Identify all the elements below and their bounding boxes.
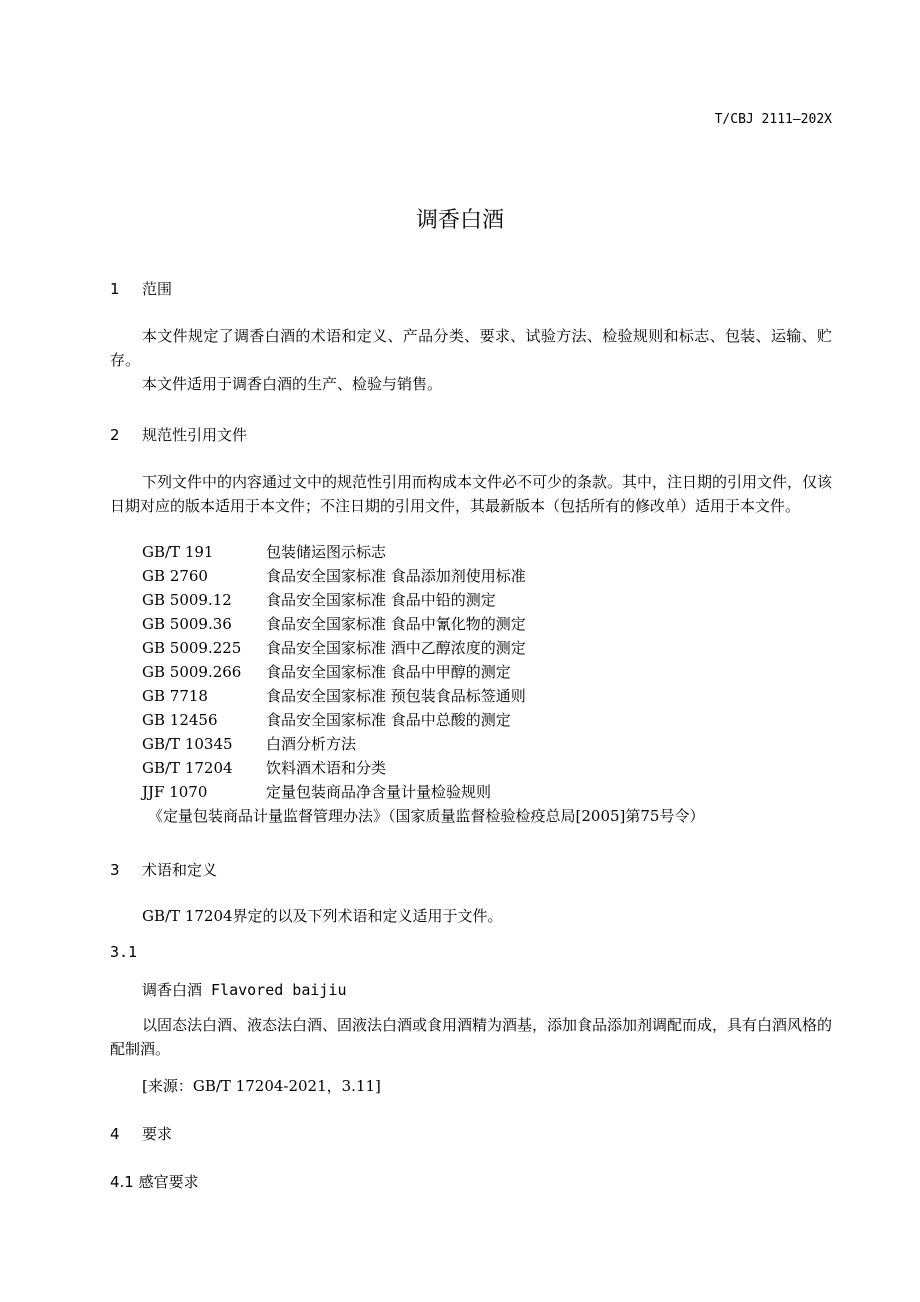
reference-code: GB/T 17204 bbox=[142, 759, 233, 777]
term-entry: 调香白酒 Flavored baijiu bbox=[142, 981, 347, 999]
reference-title: 食品安全国家标准 食品添加剂使用标准 bbox=[266, 567, 526, 585]
reference-title: 食品安全国家标准 食品中甲醇的测定 bbox=[266, 663, 511, 681]
section-number: 4 bbox=[110, 1125, 120, 1143]
reference-title: 白酒分析方法 bbox=[266, 735, 357, 753]
reference-item bbox=[142, 636, 704, 660]
reference-title: 饮料酒术语和分类 bbox=[266, 759, 387, 777]
reference-code: GB 7718 bbox=[142, 687, 208, 705]
reference-code: GB 2760 bbox=[142, 567, 208, 585]
reference-item bbox=[142, 708, 704, 732]
reference-title: 食品安全国家标准 食品中铅的测定 bbox=[266, 591, 496, 609]
subsection-number: 3.1 bbox=[110, 943, 138, 961]
section-1-paragraph-1: 本文件规定了调香白酒的术语和定义、产品分类、要求、试验方法、检验规则和标志、包装、运输、贮存。 bbox=[110, 327, 832, 369]
reference-title: 定量包装商品净含量计量检验规则 bbox=[266, 783, 492, 801]
reference-item bbox=[142, 684, 704, 708]
section-4-heading bbox=[110, 1123, 172, 1144]
section-number: 2 bbox=[110, 426, 120, 444]
document-code: T/CBJ 2111—202X bbox=[714, 112, 832, 127]
page-title: 调香白酒 bbox=[415, 208, 504, 233]
section-title: 术语和定义 bbox=[142, 861, 218, 879]
reference-title: 食品安全国家标准 酒中乙醇浓度的测定 bbox=[266, 639, 526, 657]
section-3-intro: GB/T 17204界定的以及下列术语和定义适用于文件。 bbox=[142, 907, 503, 925]
reference-title: 包装储运图示标志 bbox=[266, 543, 387, 561]
section-number: 1 bbox=[110, 280, 120, 298]
reference-item bbox=[142, 564, 704, 588]
section-1-paragraph-2: 本文件适用于调香白酒的生产、检验与销售。 bbox=[142, 375, 443, 393]
reference-item bbox=[142, 588, 704, 612]
section-1-heading bbox=[110, 278, 172, 299]
reference-code: GB 5009.266 bbox=[142, 663, 242, 681]
reference-title: 食品安全国家标准 食品中总酸的测定 bbox=[266, 711, 511, 729]
reference-item bbox=[142, 612, 704, 636]
section-3-heading bbox=[110, 859, 217, 880]
reference-code: GB/T 10345 bbox=[142, 735, 233, 753]
regulation-reference: 《定量包装商品计量监督管理办法》（国家质量监督检验检疫总局[2005]第75号令） bbox=[148, 807, 705, 825]
reference-list bbox=[142, 540, 704, 828]
section-title: 规范性引用文件 bbox=[142, 426, 248, 444]
reference-title: 食品安全国家标准 食品中氰化物的测定 bbox=[266, 615, 526, 633]
reference-item bbox=[142, 660, 704, 684]
reference-code: GB 5009.36 bbox=[142, 615, 232, 633]
section-title: 范围 bbox=[142, 280, 173, 298]
reference-item bbox=[142, 780, 704, 804]
reference-code: GB 5009.12 bbox=[142, 591, 232, 609]
reference-code: JJF 1070 bbox=[142, 783, 208, 801]
section-2-intro: 下列文件中的内容通过文中的规范性引用而构成本文件必不可少的条款。其中，注日期的引用文件，仅该日期对应的版本适用于本文件；不注日期的引用文件，其最新版本（包括所有的修改单）适用于本文件。 bbox=[110, 473, 833, 515]
reference-code: GB 5009.225 bbox=[142, 639, 242, 657]
reference-item bbox=[142, 540, 704, 564]
section-2-heading bbox=[110, 424, 247, 445]
reference-title: 食品安全国家标准 预包装食品标签通则 bbox=[266, 687, 526, 705]
subsection-4-1-heading: 4.1 感官要求 bbox=[110, 1173, 199, 1191]
reference-code: GB 12456 bbox=[142, 711, 218, 729]
section-title: 要求 bbox=[142, 1125, 173, 1143]
reference-item bbox=[142, 756, 704, 780]
reference-code: GB/T 191 bbox=[142, 543, 214, 561]
term-definition: 以固态法白酒、液态法白酒、固液法白酒或食用酒精为酒基，添加食品添加剂调配而成，具有白酒风格的配制酒。 bbox=[110, 1016, 833, 1058]
section-number: 3 bbox=[110, 861, 120, 879]
term-source: [来源：GB/T 17204-2021，3.11] bbox=[142, 1077, 381, 1095]
reference-item bbox=[142, 732, 704, 756]
